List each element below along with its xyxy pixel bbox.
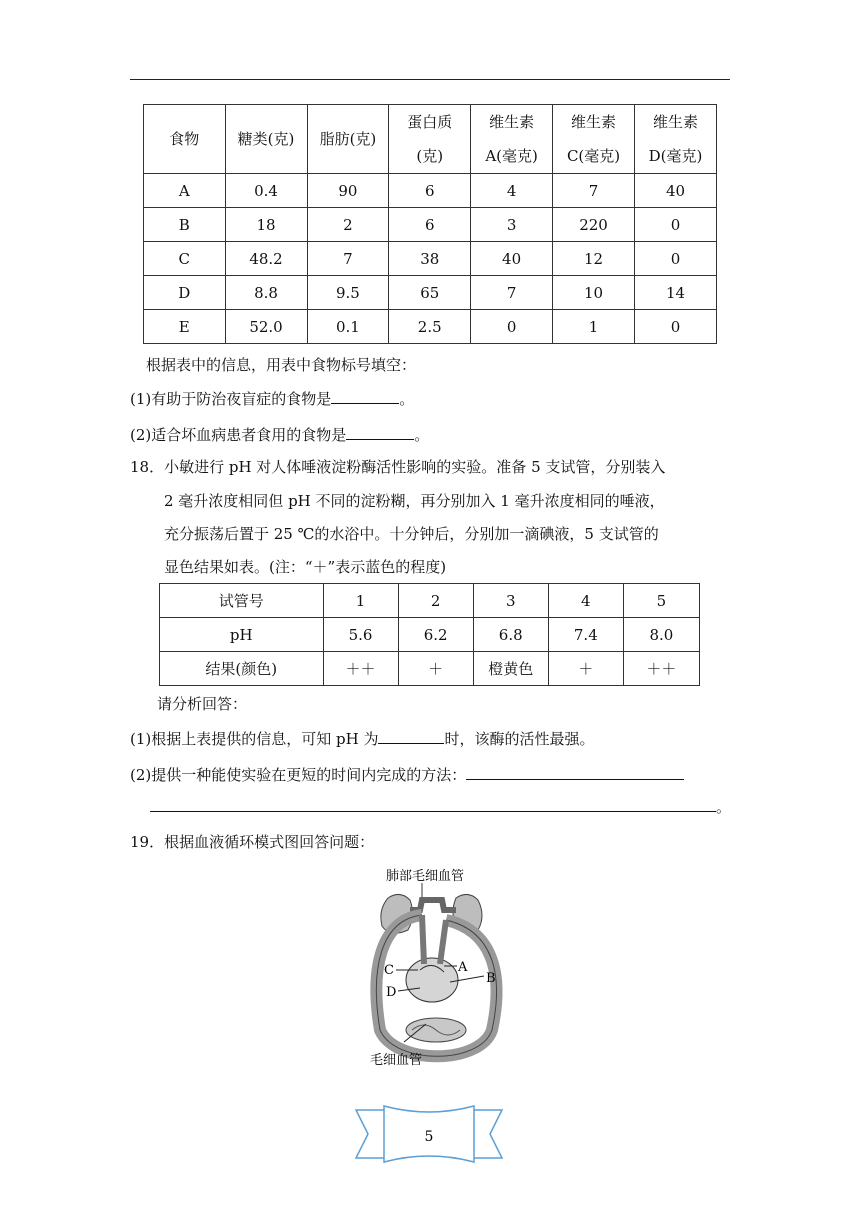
table-cell: 5 [623,584,699,618]
table-cell: 4 [471,174,553,208]
table-cell: ＋＋ [323,652,398,686]
table-cell: 2.5 [389,310,471,344]
table-cell: 7 [471,276,553,310]
q18-part2 [130,764,684,785]
table-cell: E [144,310,226,344]
q18-line-3: 充分振荡后置于 25 ℃的水浴中。十分钟后，分别加一滴碘液，5 支试管的 [164,525,659,543]
table-cell: 0 [635,242,717,276]
table-row [160,584,700,618]
label-capillary: 毛细血管 [370,1053,423,1068]
table-cell: 7 [553,174,635,208]
period: 。 [414,426,430,444]
table-cell: 结果(颜色) [160,652,324,686]
q17-part2-text: (2)适合坏血病患者食用的食物是 [130,426,347,444]
header-line: A(毫克) [485,147,538,165]
header-line: 糖类(克) [237,130,295,148]
table-cell: 40 [635,174,717,208]
table-row [144,310,717,344]
table-row [160,618,700,652]
answer-blank[interactable] [346,425,414,440]
table-cell: 0 [635,208,717,242]
table-header-cell [471,105,553,174]
table-cell: 18 [225,208,307,242]
label-d: D [386,985,397,1000]
label-c: C [384,963,394,978]
table-header-cell [635,105,717,174]
table-cell: 3 [473,584,548,618]
period: 。 [399,390,415,408]
q18-part1-tail: 时，该酶的活性最强。 [444,730,595,748]
table-cell: 试管号 [160,584,324,618]
table-cell: 12 [553,242,635,276]
answer-blank[interactable] [466,765,684,780]
table-cell: ＋ [548,652,623,686]
table-header-cell [225,105,307,174]
q18-part2-cont [150,796,731,817]
q17-part1-text: (1)有助于防治夜盲症的食物是 [130,390,332,408]
q18-part2-text: (2)提供一种能使实验在更短的时间内完成的方法： [130,766,467,784]
blood-circulation-diagram [360,860,520,1070]
header-line: 脂肪(克) [319,130,377,148]
table-cell: ＋＋ [623,652,699,686]
answer-blank[interactable] [331,389,399,404]
answer-blank[interactable] [150,797,716,812]
label-lung-capillary: 肺部毛细血管 [386,869,465,884]
table-cell: 48.2 [225,242,307,276]
table-cell: 7 [307,242,389,276]
page-number-ribbon [354,1104,504,1166]
table-cell: 1 [323,584,398,618]
table-header-cell [389,105,471,174]
table-cell: A [144,174,226,208]
table-header-cell [144,105,226,174]
q18-part1 [130,728,594,749]
table-header-cell [553,105,635,174]
table-header-cell [307,105,389,174]
table-row [144,242,717,276]
header-rule [130,79,730,80]
label-b: B [486,971,496,986]
table-cell: 8.8 [225,276,307,310]
label-a: A [458,960,468,975]
header-line: (克) [416,147,444,165]
table-row [144,276,717,310]
page-number: 5 [424,1129,434,1145]
table-cell: 8.0 [623,618,699,652]
table-cell: 0.1 [307,310,389,344]
table-cell: 10 [553,276,635,310]
table-cell: 橙黄色 [473,652,548,686]
table-cell: 6 [389,174,471,208]
table-cell: 4 [548,584,623,618]
header-line: C(毫克) [566,147,621,165]
table-cell: 9.5 [307,276,389,310]
table-cell: 0 [635,310,717,344]
q18-line-4: 显色结果如表。(注：“＋”表示蓝色的程度) [164,558,447,576]
table-cell: 6 [389,208,471,242]
table-cell: C [144,242,226,276]
q19-text: 19．根据血液循环模式图回答问题： [130,833,375,851]
table-cell: D [144,276,226,310]
header-line: 维生素 [489,113,535,131]
table-cell: 0.4 [225,174,307,208]
period: 。 [716,798,732,816]
body-capillaries [406,1018,466,1042]
table-cell: 38 [389,242,471,276]
header-line: 维生素 [571,113,617,131]
nutrition-table [143,104,717,344]
table-row [144,208,717,242]
table-cell: 65 [389,276,471,310]
table-cell: 1 [553,310,635,344]
table-row [160,652,700,686]
q18-line-1: 18．小敏进行 pH 对人体唾液淀粉酶活性影响的实验。准备 5 支试管，分别装入 [130,458,666,476]
q18-ask: 请分析回答： [157,695,248,713]
table-cell: 90 [307,174,389,208]
header-line: 维生素 [652,113,698,131]
table-cell: 14 [635,276,717,310]
q17-part1 [130,388,414,409]
q18-part1-text: (1)根据上表提供的信息，可知 pH 为 [130,730,379,748]
table-cell: 52.0 [225,310,307,344]
table-cell: B [144,208,226,242]
ph-results-table [159,583,700,686]
q17-part2 [130,424,429,445]
table-cell: 3 [471,208,553,242]
table-cell: 220 [553,208,635,242]
table-cell: pH [160,618,324,652]
table-cell: 7.4 [548,618,623,652]
table-cell: 2 [398,584,473,618]
table-cell: 40 [471,242,553,276]
table-cell: 6.8 [473,618,548,652]
q18-line-2: 2 毫升浓度相同但 pH 不同的淀粉糊，再分别加入 1 毫升浓度相同的唾液， [164,492,665,510]
q17-intro: 根据表中的信息，用表中食物标号填空： [146,356,417,374]
table-cell: 5.6 [323,618,398,652]
header-line: D(毫克) [648,147,703,165]
table-cell: 6.2 [398,618,473,652]
table-cell: 2 [307,208,389,242]
table-cell: ＋ [398,652,473,686]
header-line: 食物 [169,130,200,148]
table-row [144,174,717,208]
table-cell: 0 [471,310,553,344]
answer-blank[interactable] [378,729,444,744]
header-line: 蛋白质 [407,113,453,131]
